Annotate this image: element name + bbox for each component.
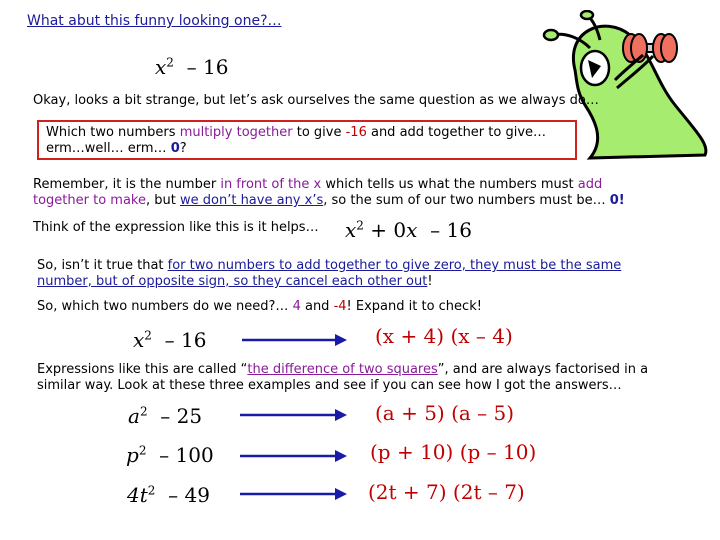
arrow-icon — [240, 330, 350, 350]
question-box: Which two numbers multiply together to give -16 and add together to give… erm…well… erm… 0? — [37, 120, 577, 160]
arrow-icon — [238, 405, 350, 425]
opposite-sign-text: So, isn’t it true that for two numbers to add together to give zero, they must be the same number, but of opposite sign, so they cancel each other out! — [37, 258, 622, 289]
page-title: What abut this funny looking one?… — [27, 13, 282, 29]
example-answer: (a + 5) (a – 5) — [375, 401, 515, 425]
remember-text: Remember, it is the number in front of the x which tells us what the numbers must add together to make, but we don’t have any x’s, so the sum of our two numbers must be… 0! — [33, 177, 625, 208]
think-text: Think of the expression like this is it helps… — [33, 220, 319, 235]
factorised-expression: (x + 4) (x – 4) — [375, 324, 513, 348]
arrow-icon — [238, 446, 350, 466]
main-expression: $x^2 - 16$ — [155, 55, 229, 79]
which-numbers-text: So, which two numbers do we need?… 4 and -4! Expand it to check! — [37, 299, 482, 314]
intro-text: Okay, looks a bit strange, but let’s ask ourselves the same question as we always do… — [33, 93, 599, 108]
example-expression: $4t^2 - 49$ — [127, 483, 210, 507]
difference-of-squares-text: Expressions like this are called “the difference of two squares”, and are always factorised in a similar way. Look at these three examples and see if you can see how I got the answers… — [37, 362, 649, 393]
arrow-icon — [238, 484, 350, 504]
zero-expression: $x^2 + 0x - 16$ — [345, 218, 472, 242]
example-expression: $p^2 - 100$ — [126, 443, 214, 467]
x-squared-expression: $x^2 - 16$ — [133, 328, 207, 352]
example-answer: (2t + 7) (2t – 7) — [368, 480, 525, 504]
example-expression: $a^2 - 25$ — [128, 404, 203, 428]
example-answer: (p + 10) (p – 10) — [370, 440, 537, 464]
